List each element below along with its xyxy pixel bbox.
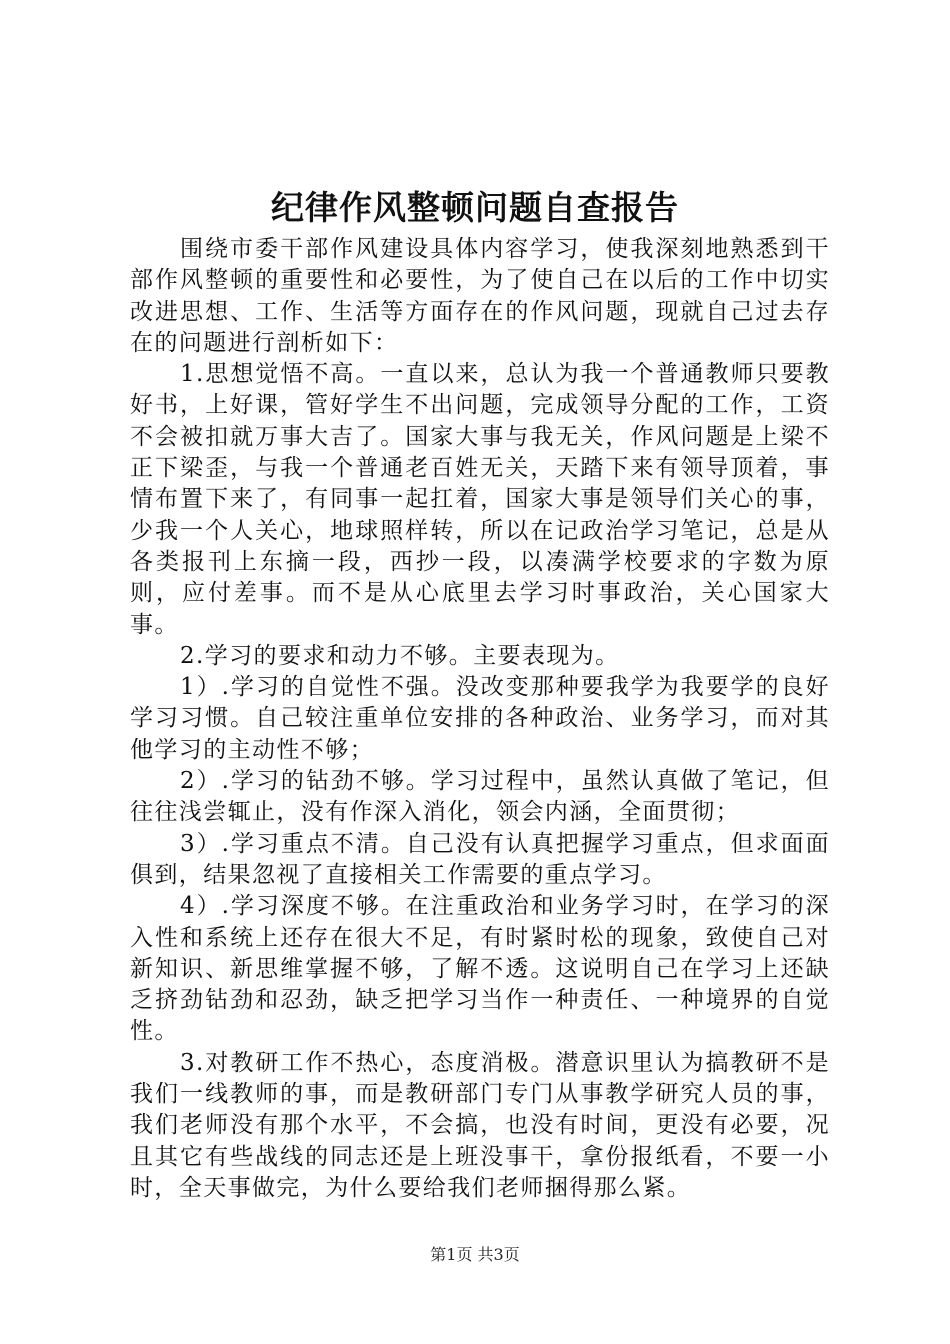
paragraph-intro: 围绕市委干部作风建设具体内容学习，使我深刻地熟悉到干部作风整顿的重要性和必要性，为了使自己在以后的工作中切实改进思想、工作、生活等方面存在的作风问题，现就自己过去存在的问题进行剖析如下：	[130, 236, 830, 356]
paragraph-item-1: 1.思想觉悟不高。一直以来，总认为我一个普通教师只要教好书，上好课，管好学生不出问题，完成领导分配的工作，工资不会被扣就万事大吉了。国家大事与我无关，作风问题是上梁不正下梁歪，与我一个普通老百姓无关，天踏下来有领导顶着，事情布置下来了，有同事一起扛着，国家大事是领导们关心的事，少我一个人关心，地球照样转，所以在记政治学习笔记，总是从各类报刊上东摘一段，西抄一段，以凑满学校要求的字数为原则，应付差事。而不是从心底里去学习时事政治，关心国家大事。	[130, 361, 830, 638]
paragraph-subitem-3: 3）.学习重点不清。自己没有认真把握学习重点，但求面面俱到，结果忽视了直接相关工作需要的重点学习。	[130, 830, 830, 888]
paragraph-item-2: 2.学习的要求和动力不够。主要表现为。	[180, 642, 620, 669]
paragraph-subitem-4: 4）.学习深度不够。在注重政治和业务学习时，在学习的深入性和系统上还存在很大不足，有时紧时松的现象，致使自己对新知识、新思维掌握不够，了解不透。这说明自己在学习上还缺乏挤劲钻劲和忍劲，缺乏把学习当作一种责任、一种境界的自觉性。	[130, 893, 830, 1045]
paragraph-subitem-1: 1）.学习的自觉性不强。没改变那种要我学为我要学的良好学习习惯。自己较注重单位安排的各种政治、业务学习，而对其他学习的主动性不够；	[130, 674, 830, 763]
page-footer: 第1页 共3页	[430, 1245, 520, 1264]
document-title: 纪律作风整顿问题自查报告	[271, 188, 679, 227]
document-body	[130, 234, 830, 1204]
paragraph-subitem-2: 2）.学习的钻劲不够。学习过程中，虽然认真做了笔记，但往往浅尝辄止，没有作深入消化，领会内涵，全面贯彻；	[130, 768, 830, 826]
paragraph-item-3: 3.对教研工作不热心，态度消极。潜意识里认为搞教研不是我们一线教师的事，而是教研部门专门从事教学研究人员的事，我们老师没有那个水平，不会搞，也没有时间，更没有必要，况且其它有些战线的同志还是上班没事干，拿份报纸看，不要一小时，全天事做完，为什么要给我们老师捆得那么紧。	[130, 1049, 830, 1201]
